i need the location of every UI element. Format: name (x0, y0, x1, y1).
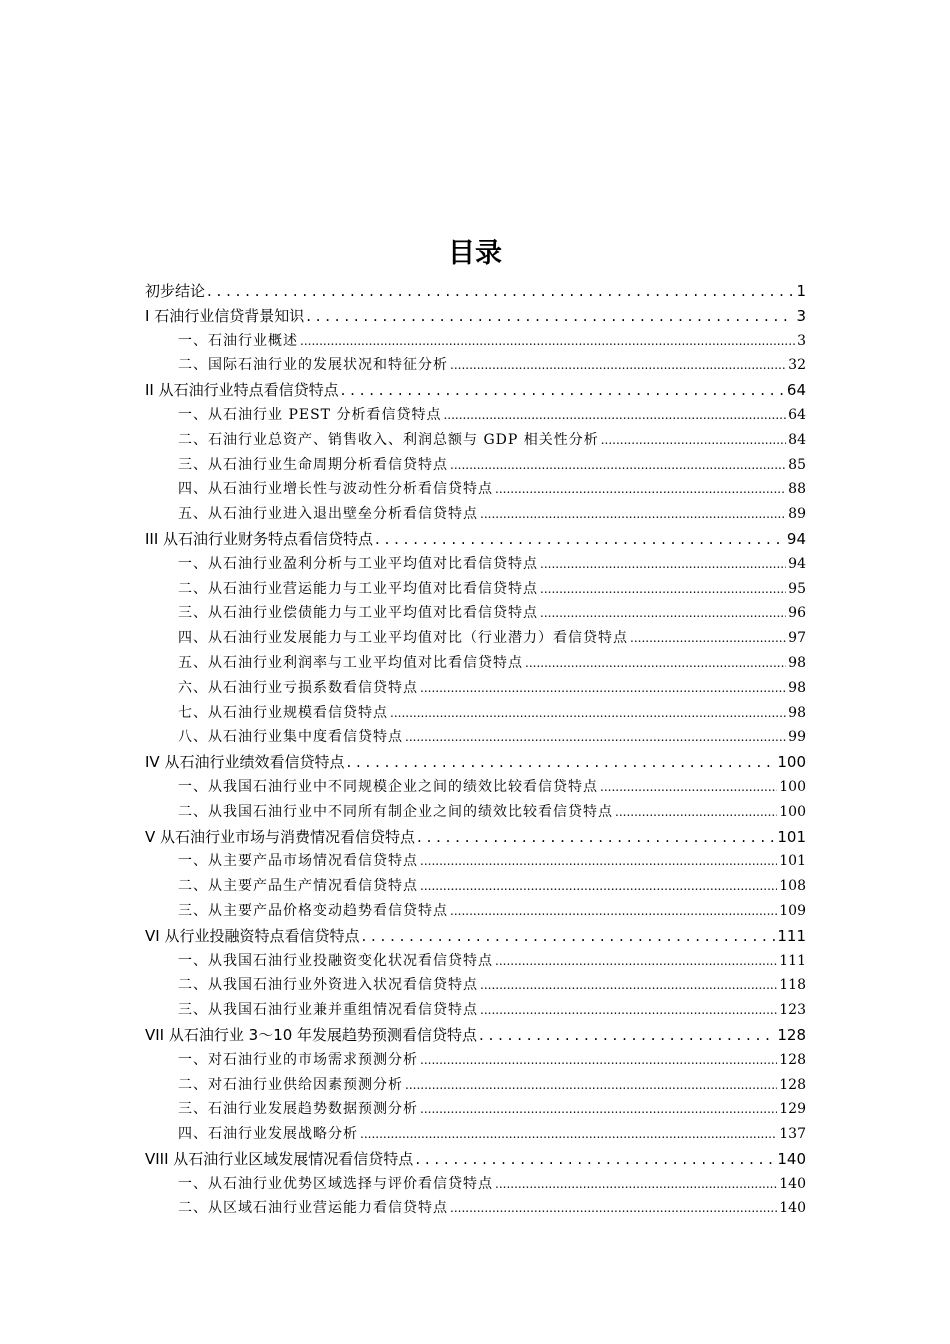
toc-page-number: 128 (779, 1076, 806, 1093)
toc-page-number: 100 (779, 803, 806, 820)
toc-section-entry[interactable] (145, 503, 806, 528)
toc-section-entry[interactable] (145, 776, 806, 801)
toc-entry-title: 七、从石油行业规模看信贷特点 (178, 704, 388, 721)
toc-page-number: 85 (788, 456, 806, 473)
toc-entry-title: 五、从石油行业进入退出壁垒分析看信贷特点 (178, 506, 478, 523)
toc-page-number: 98 (788, 654, 806, 671)
toc-entry-title: 二、从我国石油行业中不同所有制企业之间的绩效比较看信贷特点 (178, 803, 613, 820)
toc-section-entry[interactable] (145, 330, 806, 355)
toc-entry-title: 一、从我国石油行业中不同规模企业之间的绩效比较看信贷特点 (178, 778, 598, 795)
toc-chapter-entry[interactable] (145, 379, 806, 404)
toc-page-number: 128 (779, 1051, 806, 1068)
toc-entry-title: 二、从区域石油行业营运能力看信贷特点 (178, 1200, 448, 1217)
toc-page-number: 89 (788, 506, 806, 523)
toc-page-number: 64 (786, 381, 806, 400)
toc-dot-leader (480, 1003, 777, 1017)
toc-dot-leader (420, 1053, 777, 1067)
toc-entry-title: V 从石油行业市场与消费情况看信贷特点 (145, 827, 416, 846)
toc-entry-title: 一、从石油行业 PEST 分析看信贷特点 (178, 406, 442, 423)
toc-dot-leader (480, 507, 786, 521)
toc-dot-leader (207, 282, 794, 300)
toc-page-number: 137 (779, 1126, 806, 1143)
toc-section-entry[interactable] (145, 950, 806, 975)
toc-dot-leader (630, 631, 786, 645)
toc-dot-leader (450, 904, 777, 918)
toc-entry-title: 三、从石油行业偿债能力与工业平均值对比看信贷特点 (178, 605, 538, 622)
toc-entry-title: 二、从我国石油行业外资进入状况看信贷特点 (178, 977, 478, 994)
toc-dot-leader (450, 458, 786, 472)
toc-dot-leader (600, 780, 777, 794)
toc-page-number: 95 (788, 580, 806, 597)
toc-page-number: 94 (786, 529, 806, 548)
toc-section-entry[interactable] (145, 1197, 806, 1222)
toc-dot-leader (341, 381, 785, 399)
toc-entry-title: III 从石油行业财务特点看信贷特点 (145, 529, 374, 548)
toc-section-entry[interactable] (145, 478, 806, 503)
toc-entry-title: 三、石油行业发展趋势数据预测分析 (178, 1101, 418, 1118)
toc-page-number: 118 (779, 977, 806, 994)
toc-section-entry[interactable] (145, 801, 806, 826)
toc-dot-leader (450, 1201, 777, 1215)
toc-entry-title: 一、从石油行业盈利分析与工业平均值对比看信贷特点 (178, 555, 538, 572)
toc-chapter-entry[interactable] (145, 1024, 806, 1049)
table-of-contents (145, 280, 806, 1222)
toc-dot-leader (601, 433, 786, 447)
toc-entry-title: 四、从石油行业增长性与波动性分析看信贷特点 (178, 481, 493, 498)
toc-dot-leader (480, 978, 777, 992)
toc-page-number: 3 (796, 306, 806, 325)
toc-entry-title: 二、国际石油行业的发展状况和特征分析 (178, 357, 448, 374)
toc-section-entry[interactable] (145, 429, 806, 454)
toc-section-entry[interactable] (145, 1049, 806, 1074)
toc-chapter-entry[interactable] (145, 751, 806, 776)
toc-entry-title: 二、从石油行业营运能力与工业平均值对比看信贷特点 (178, 580, 538, 597)
toc-dot-leader (495, 1177, 777, 1191)
toc-dot-leader (495, 482, 786, 496)
toc-page-number: 98 (788, 704, 806, 721)
toc-page-number: 111 (779, 952, 806, 969)
toc-section-entry[interactable] (145, 726, 806, 751)
toc-dot-leader (540, 557, 786, 571)
toc-entry-title: II 从石油行业特点看信贷特点 (145, 381, 339, 400)
toc-entry-title: 八、从石油行业集中度看信贷特点 (178, 729, 403, 746)
toc-dot-leader (390, 706, 786, 720)
toc-entry-title: VII 从石油行业 3～10 年发展趋势预测看信贷特点 (145, 1025, 478, 1044)
toc-dot-leader (420, 879, 777, 893)
toc-dot-leader (525, 656, 786, 670)
toc-section-entry[interactable] (145, 677, 806, 702)
toc-entry-title: 一、对石油行业的市场需求预测分析 (178, 1051, 418, 1068)
toc-chapter-entry[interactable] (145, 925, 806, 950)
toc-entry-title: 二、从主要产品生产情况看信贷特点 (178, 878, 418, 895)
toc-section-entry[interactable] (145, 578, 806, 603)
toc-page-number: 84 (788, 431, 806, 448)
toc-page-number: 128 (777, 1025, 806, 1044)
toc-section-entry[interactable] (145, 1074, 806, 1099)
toc-page-number: 140 (777, 1149, 806, 1168)
toc-entry-title: 二、对石油行业供给因素预测分析 (178, 1076, 403, 1093)
toc-page-number: 1 (796, 282, 806, 300)
toc-page-number: 140 (779, 1200, 806, 1217)
toc-section-entry[interactable] (145, 652, 806, 677)
toc-section-entry[interactable] (145, 875, 806, 900)
toc-entry-title: VI 从行业投融资特点看信贷特点 (145, 926, 360, 945)
toc-entry-title: 三、从主要产品价格变动趋势看信贷特点 (178, 902, 448, 919)
toc-dot-leader (615, 805, 777, 819)
toc-section-entry[interactable] (145, 354, 806, 379)
toc-page-number: 129 (779, 1101, 806, 1118)
toc-page-number: 108 (779, 878, 806, 895)
toc-chapter-entry[interactable] (145, 1148, 806, 1173)
toc-dot-leader (479, 1026, 775, 1044)
toc-entry-title: 一、从主要产品市场情况看信贷特点 (178, 853, 418, 870)
toc-dot-leader (420, 1102, 777, 1116)
toc-entry-title: 一、石油行业概述 (178, 332, 298, 349)
toc-entry-title: 一、从我国石油行业投融资变化状况看信贷特点 (178, 952, 493, 969)
toc-page-number: 32 (788, 357, 806, 374)
toc-entry-title: 初步结论 (145, 282, 206, 300)
page-title: 目录 (448, 238, 502, 269)
toc-entry-title: 五、从石油行业利润率与工业平均值对比看信贷特点 (178, 654, 523, 671)
toc-dot-leader (405, 1078, 777, 1092)
toc-section-entry[interactable] (145, 850, 806, 875)
toc-page-number: 100 (777, 753, 806, 772)
toc-page-number: 3 (797, 332, 806, 349)
toc-dot-leader (417, 828, 775, 846)
toc-dot-leader (450, 358, 786, 372)
toc-chapter-entry[interactable] (145, 826, 806, 851)
toc-section-entry[interactable] (145, 627, 806, 652)
toc-section-entry[interactable] (145, 1173, 806, 1198)
toc-page-number: 64 (788, 406, 806, 423)
toc-section-entry[interactable] (145, 974, 806, 999)
toc-chapter-entry[interactable] (145, 528, 806, 553)
toc-page-number: 96 (788, 605, 806, 622)
toc-entry-title: 一、从石油行业优势区域选择与评价看信贷特点 (178, 1175, 493, 1192)
toc-dot-leader (540, 582, 786, 596)
toc-section-entry[interactable] (145, 999, 806, 1024)
toc-page-number: 88 (788, 481, 806, 498)
toc-chapter-entry[interactable] (145, 280, 806, 305)
toc-dot-leader (540, 606, 786, 620)
toc-page-number: 109 (779, 902, 806, 919)
toc-entry-title: I 石油行业信贷背景知识 (145, 306, 305, 325)
toc-section-entry[interactable] (145, 900, 806, 925)
toc-dot-leader (360, 1127, 777, 1141)
toc-entry-title: IV 从石油行业绩效看信贷特点 (145, 753, 345, 772)
toc-dot-leader (443, 408, 786, 422)
toc-page-number: 111 (777, 926, 806, 945)
toc-entry-title: 三、从我国石油行业兼并重组情况看信贷特点 (178, 1002, 478, 1019)
toc-entry-title: 二、石油行业总资产、销售收入、利润总额与 GDP 相关性分析 (178, 431, 599, 448)
toc-section-entry[interactable] (145, 454, 806, 479)
toc-dot-leader (420, 681, 786, 695)
toc-page-number: 101 (777, 827, 806, 846)
toc-section-entry[interactable] (145, 404, 806, 429)
toc-dot-leader (361, 927, 775, 945)
toc-dot-leader (346, 753, 775, 771)
toc-entry-title: 四、从石油行业发展能力与工业平均值对比（行业潜力）看信贷特点 (178, 630, 628, 647)
toc-entry-title: 六、从石油行业亏损系数看信贷特点 (178, 679, 418, 696)
toc-page-number: 123 (779, 1002, 806, 1019)
toc-dot-leader (375, 530, 785, 548)
toc-section-entry[interactable] (145, 702, 806, 727)
toc-entry-title: VIII 从石油行业区域发展情况看信贷特点 (145, 1149, 414, 1168)
toc-entry-title: 三、从石油行业生命周期分析看信贷特点 (178, 456, 448, 473)
toc-section-entry[interactable] (145, 553, 806, 578)
toc-entry-title: 四、石油行业发展战略分析 (178, 1126, 358, 1143)
toc-dot-leader (415, 1150, 775, 1168)
toc-dot-leader (495, 954, 777, 968)
toc-page-number: 99 (788, 729, 806, 746)
toc-dot-leader (405, 730, 786, 744)
toc-page-number: 94 (788, 555, 806, 572)
toc-chapter-entry[interactable] (145, 305, 806, 330)
toc-dot-leader (306, 307, 794, 325)
toc-page-number: 100 (779, 778, 806, 795)
toc-section-entry[interactable] (145, 1098, 806, 1123)
toc-section-entry[interactable] (145, 1123, 806, 1148)
toc-page-number: 97 (788, 630, 806, 647)
toc-page-number: 98 (788, 679, 806, 696)
toc-section-entry[interactable] (145, 602, 806, 627)
toc-page-number: 101 (779, 853, 806, 870)
toc-dot-leader (300, 334, 795, 348)
toc-dot-leader (420, 854, 777, 868)
toc-page-number: 140 (779, 1175, 806, 1192)
